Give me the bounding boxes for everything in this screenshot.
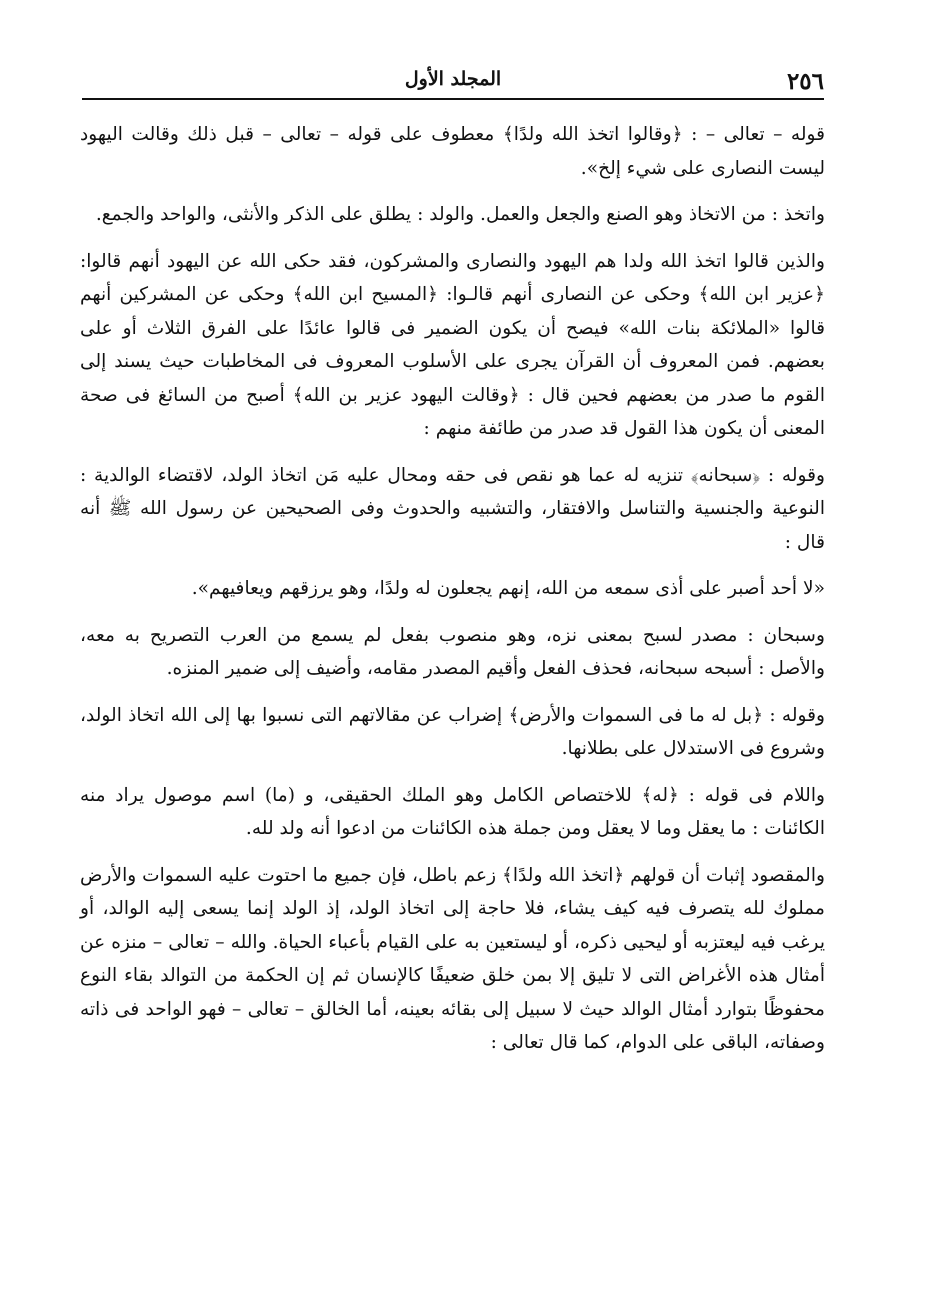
paragraph: وسبحان : مصدر لسبح بمعنى نزه، وهو منصوب بفعل لم يسمع من العرب التصريح به معه، والأصل : أسبحه سبحانه، فحذف الفعل وأقيم المصدر مقامه، وأضيف إلى ضمير المنزه. (80, 624, 825, 679)
paragraph: واللام فى قوله : ﴿له﴾ للاختصاص الكامل وهو الملك الحقيقى، و (ما) اسم موصول يراد منه الكائنات : ما يعقل وما لا يعقل ومن جملة هذه الكائنات من ادعوا أنه ولد لله. (80, 784, 825, 839)
paragraph: واتخذ : من الاتخاذ وهو الصنع والجعل والعمل. والولد : يطلق على الذكر والأنثى، والواحد والجمع. (95, 204, 825, 225)
page-number: ٢٥٦ (786, 68, 824, 95)
paragraph: والذين قالوا اتخذ الله ولدا هم اليهود والنصارى والمشركون، فقد حكى الله عن اليهود أنهم قالوا: ﴿عزير ابن الله﴾ وحكى عن النصارى أنهم قالـوا: ﴿المسيح ابن الله﴾ وحكى عن المشركين أنهم قالوا «الملائكة بنات الله» فيصح أن يكون الضمير فى قالوا عائدًا على الفرق الثلاث أو على بعضهم. فمن المعروف أن القرآن يجرى على الأسلوب المعروف فى المخاطبات حيث يسند إلى القوم ما صدر من بعضهم فحين قال : ﴿وقالت اليهود عزير بن الله﴾ أصبح من السائغ فى صحة المعنى أن يكون هذا القول قد صدر من طائفة منهم : (80, 250, 825, 439)
hadith-quote: «لا أحد أصبر على أذى سمعه من الله، إنهم يجعلون له ولدًا، وهو يرزقهم ويعافيهم». (191, 578, 825, 599)
running-title: المجلد الأول (404, 68, 502, 90)
paragraph: قوله – تعالى – : ﴿وقالوا اتخذ الله ولدًا﴾ معطوف على قوله – تعالى – قبل ذلك وقالت اليهود ليست النصارى على شيء إلخ». (80, 124, 825, 179)
paragraph: وقوله : ﴿سبحانه﴾ تنزيه له عما هو نقص فى حقه ومحال عليه مَن اتخاذ الولد، لاقتضاء الوالدية : النوعية والجنسية والتناسل والافتقار، والتشبيه والحدوث وفى الصحيحين عن رسول الله ﷺ أنه قال : (80, 464, 825, 553)
paragraph: وقوله : ﴿بل له ما فى السموات والأرض﴾ إضراب عن مقالاتهم التى نسبوا بها إلى الله اتخاذ الولد، وشروع فى الاستدلال على بطلانها. (80, 704, 825, 759)
header-divider (82, 98, 824, 100)
page-header (82, 62, 824, 98)
paragraph: والمقصود إثبات أن قولهم ﴿اتخذ الله ولدًا﴾ زعم باطل، فإن جميع ما احتوت عليه السموات والأرض مملوك لله يتصرف فيه كيف يشاء، فلا حاجة إلى اتخاذ الولد، إذ الولد إنما يسعى إليه الوالد، أو يرغب فيه ليعتزبه أو ليحيى ذكره، أو ليستعين به على القيام بأعباء الحياة. والله – تعالى – منزه عن أمثال هذه الأغراض التى لا تليق إلا بمن خلق ضعيفًا كالإنسان ثم إن الحكمة من التوالد بقاء النوع محفوظًا بتوارد أمثال الوالد حيث لا سبيل إلى بقائه بعينه، أما الخالق – تعالى – فهو الواحد فى ذاته وصفاته، الباقى على الدوام، كما قال تعالى : (80, 864, 825, 1053)
page-body (80, 118, 825, 1073)
